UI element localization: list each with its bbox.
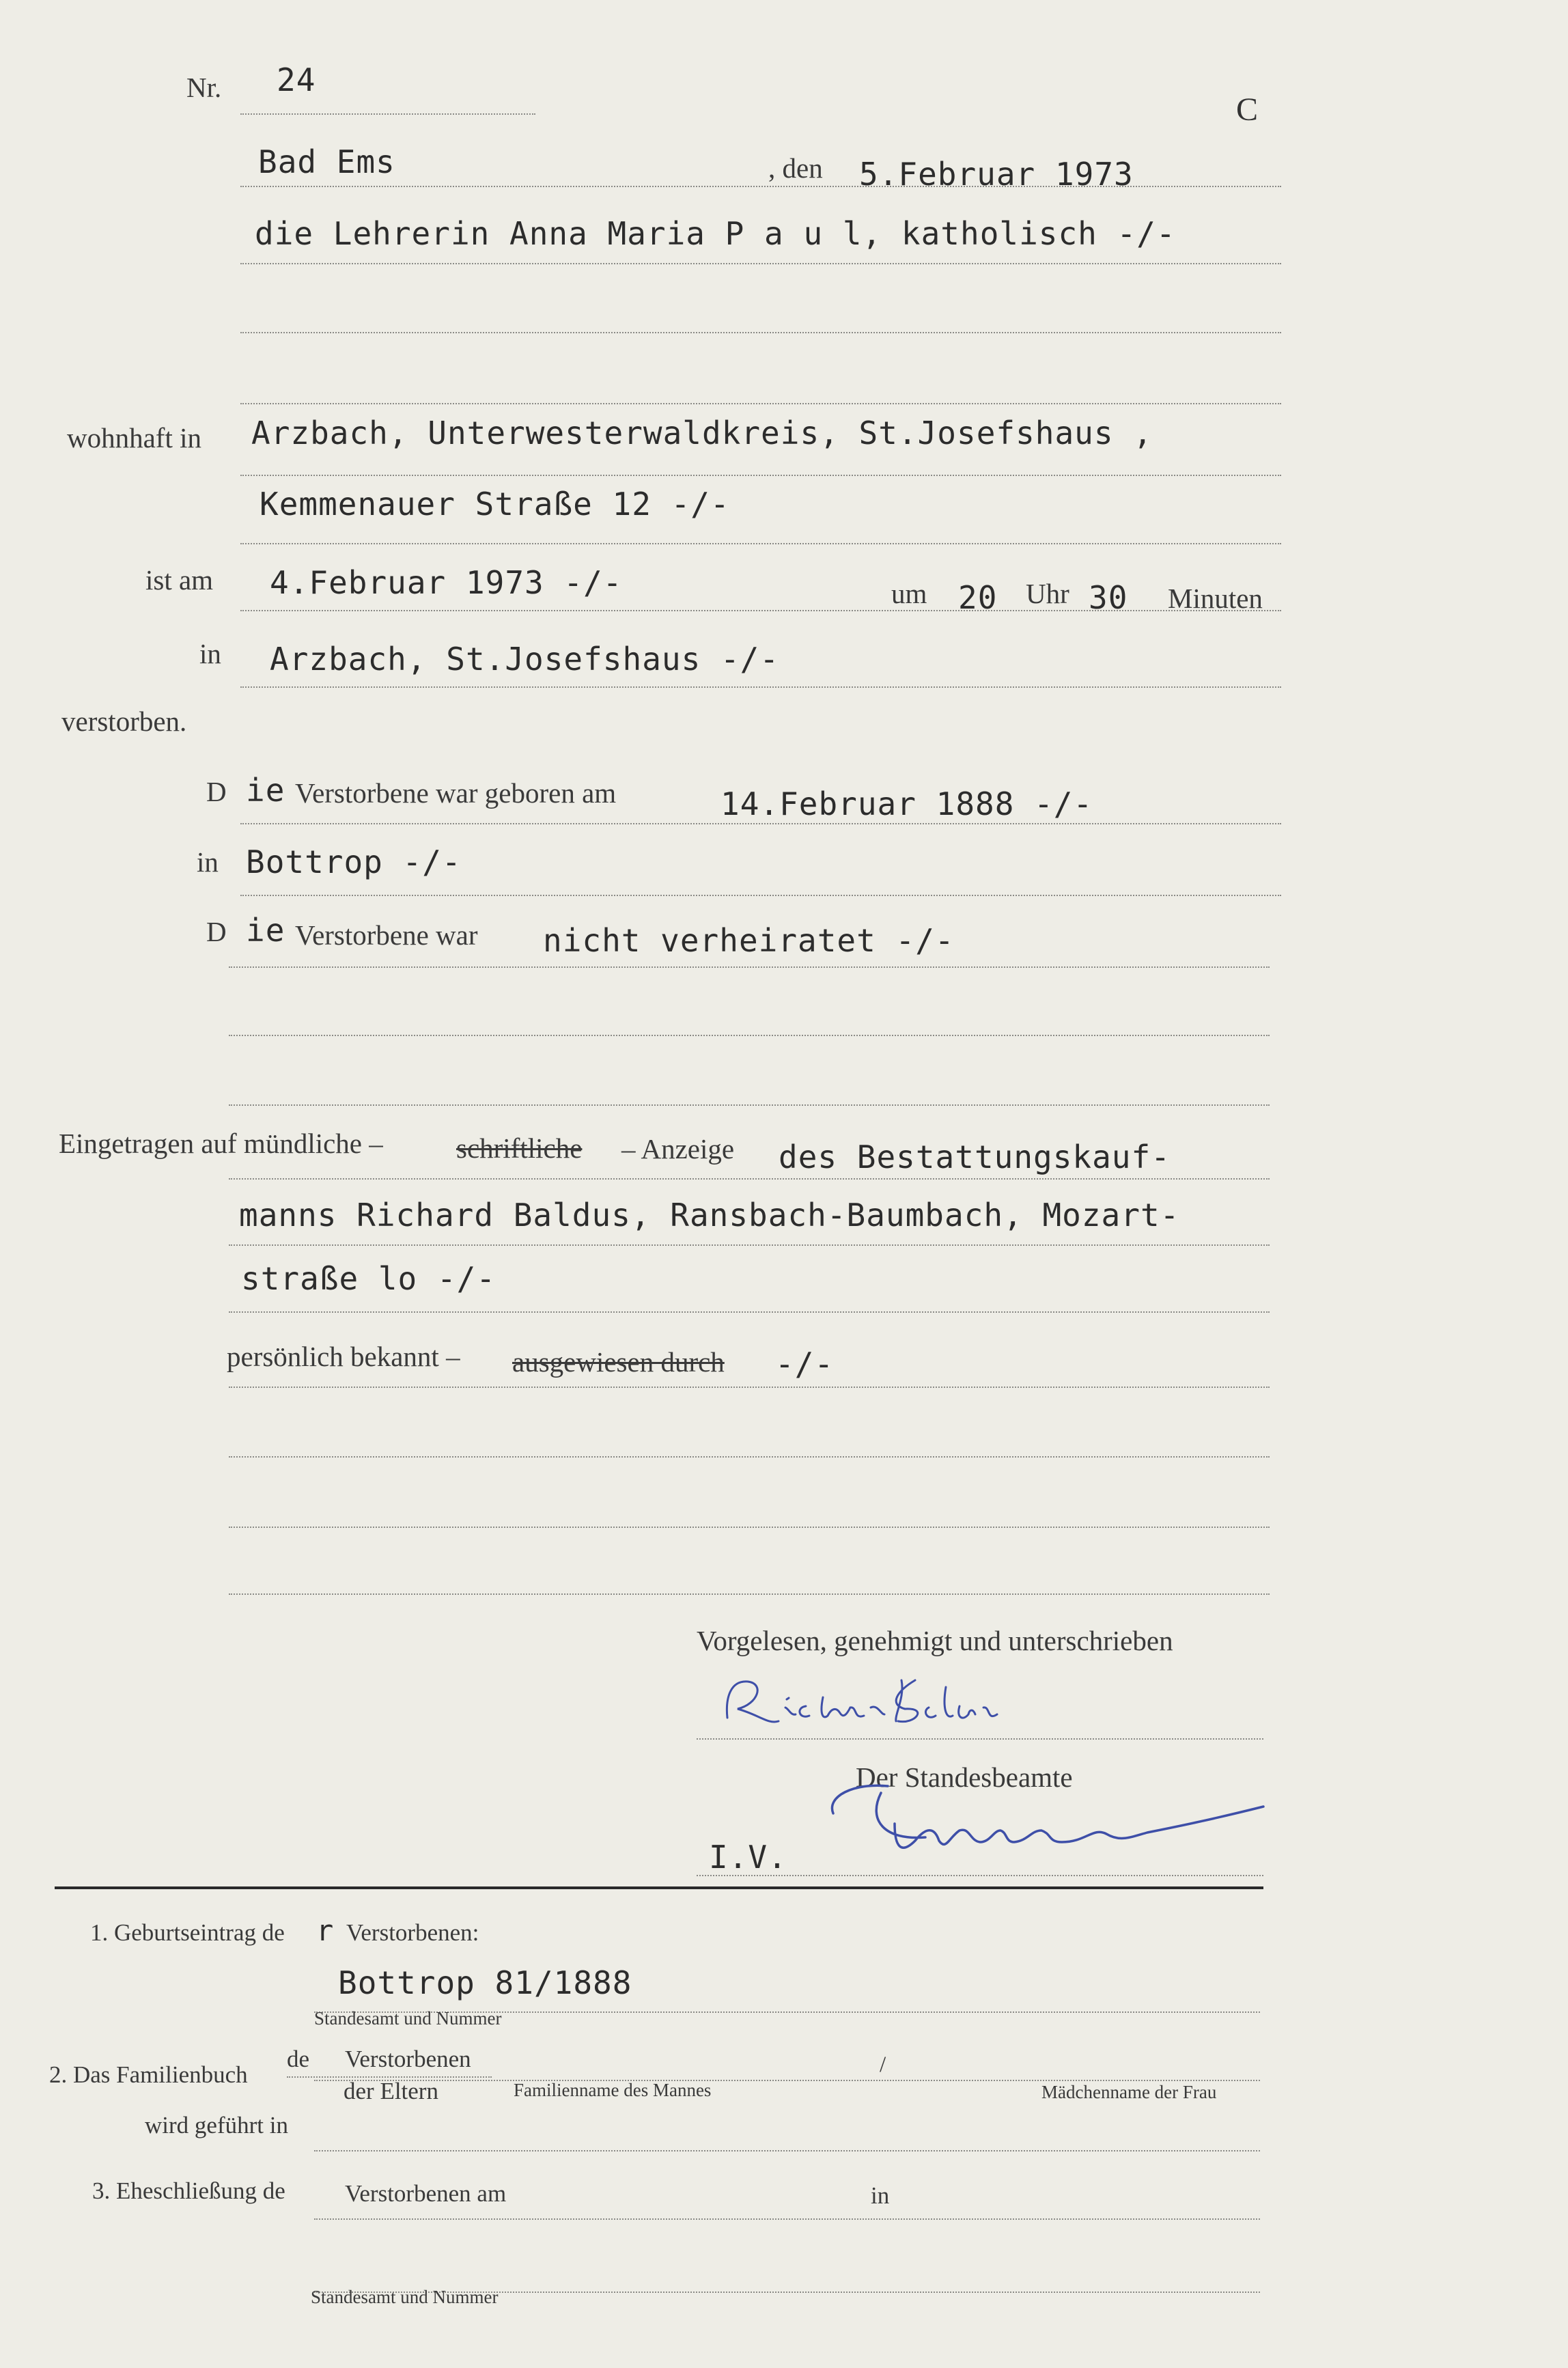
item3-am: Verstorbenen am xyxy=(345,2180,507,2207)
verstorben-label: verstorben. xyxy=(61,706,187,737)
informant-signature xyxy=(710,1667,1243,1742)
death-place-line xyxy=(240,686,1281,688)
blank-line-5 xyxy=(229,1456,1270,1458)
item3-in: in xyxy=(871,2182,890,2209)
eingetragen-label: Eingetragen auf mündliche – xyxy=(59,1128,383,1159)
wohnhaft-label: wohnhaft in xyxy=(67,422,201,454)
item2-wird-line xyxy=(314,2150,1260,2151)
known-value: -/- xyxy=(775,1346,835,1382)
blank-line-3 xyxy=(229,1035,1270,1036)
report-line-1-rule xyxy=(229,1178,1270,1180)
birth-text-label: Verstorbene war geboren am xyxy=(295,777,617,809)
item1-suffix: r xyxy=(316,1914,335,1947)
residence-line-2: Kemmenauer Straße 12 -/- xyxy=(260,486,730,523)
item2-wird: wird geführt in xyxy=(145,2112,288,2139)
ist-am-label: ist am xyxy=(145,564,214,596)
birth-d-label: D xyxy=(206,776,227,807)
marital-d-label: D xyxy=(206,916,227,947)
item2-line xyxy=(314,2080,1260,2081)
registrar-label: Der Standesbeamte xyxy=(856,1761,1073,1793)
item1-label: 1. Geburtseintrag de xyxy=(90,1919,285,1946)
place-of-record: Bad Ems xyxy=(258,143,395,180)
item3-label: 3. Eheschließung de xyxy=(92,2177,285,2204)
report-line-1: des Bestattungskauf- xyxy=(779,1139,1171,1175)
residence-line-1: Arzbach, Unterwesterwaldkreis, St.Josefshaus , xyxy=(251,415,1153,451)
blank-line-4 xyxy=(229,1104,1270,1106)
death-place: Arzbach, St.Josefshaus -/- xyxy=(270,641,780,678)
den-label: , den xyxy=(768,152,823,184)
death-minutes: 30 xyxy=(1089,579,1128,616)
struck-schriftliche: schriftliche xyxy=(456,1132,583,1164)
item2-slash: / xyxy=(880,2052,886,2077)
birth-in-label: in xyxy=(197,846,219,878)
blank-line-1 xyxy=(240,332,1281,333)
marital-text-label: Verstorbene war xyxy=(295,919,478,951)
death-date-line xyxy=(240,610,1281,611)
struck-ausgewiesen: ausgewiesen durch xyxy=(512,1346,725,1378)
corner-mark: C xyxy=(1236,92,1259,128)
section-divider xyxy=(55,1886,1263,1889)
uhr-label: Uhr xyxy=(1026,578,1069,609)
marital-status: nicht verheiratet -/- xyxy=(543,922,955,959)
birth-article: ie xyxy=(246,772,285,809)
item2-eltern: der Eltern xyxy=(344,2078,438,2104)
birth-place: Bottrop -/- xyxy=(246,844,462,880)
informant-signature-line xyxy=(697,1738,1263,1740)
report-line-3-rule xyxy=(229,1311,1270,1313)
residence-line-2-rule xyxy=(240,543,1281,544)
iv-label: I.V. xyxy=(709,1839,787,1876)
birth-register-value: Bottrop 81/1888 xyxy=(338,1964,632,2001)
name-line xyxy=(240,263,1281,264)
marital-line xyxy=(229,966,1270,968)
blank-line-7 xyxy=(229,1593,1270,1595)
item2-de: de xyxy=(287,2046,310,2072)
um-label: um xyxy=(891,578,927,609)
birth-place-line xyxy=(240,895,1281,896)
death-in-label: in xyxy=(199,638,221,669)
deceased-name-line: die Lehrerin Anna Maria P a u l, katholisch -/- xyxy=(255,215,1176,252)
item2-verstorbenen: Verstorbenen xyxy=(345,2046,471,2072)
item3-caption: Standesamt und Nummer xyxy=(311,2287,499,2307)
record-date: 5.Februar 1973 xyxy=(859,156,1134,193)
birth-date-line xyxy=(240,823,1281,824)
death-date: 4.Februar 1973 -/- xyxy=(270,564,623,601)
place-date-line xyxy=(240,186,1281,187)
minuten-label: Minuten xyxy=(1168,583,1263,614)
read-approved-label: Vorgelesen, genehmigt und unterschrieben xyxy=(697,1625,1173,1656)
nr-label: Nr. xyxy=(186,72,222,103)
blank-line-2 xyxy=(240,403,1281,404)
item2-label: 2. Das Familienbuch xyxy=(49,2061,248,2088)
report-line-3: straße lo -/- xyxy=(241,1260,496,1297)
report-line-2-rule xyxy=(229,1244,1270,1246)
known-line xyxy=(229,1387,1270,1388)
registrar-signature-line xyxy=(697,1875,1263,1876)
item1-caption: Standesamt und Nummer xyxy=(314,2008,502,2029)
item1-tail: Verstorbenen: xyxy=(346,1919,479,1946)
nr-line xyxy=(240,113,535,115)
anzeige-label: – Anzeige xyxy=(621,1133,735,1165)
residence-line-1-rule xyxy=(240,475,1281,476)
register-number: 24 xyxy=(277,61,316,98)
registrar-signature xyxy=(826,1766,1277,1875)
death-hour: 20 xyxy=(958,579,998,616)
marital-article: ie xyxy=(246,912,285,949)
item2-frau-caption: Mädchenname der Frau xyxy=(1041,2082,1217,2102)
report-line-2: manns Richard Baldus, Ransbach-Baumbach, Mozart- xyxy=(239,1197,1180,1234)
known-label: persönlich bekannt – xyxy=(227,1341,460,1372)
item3-line xyxy=(314,2218,1260,2220)
blank-line-6 xyxy=(229,1527,1270,1528)
birth-date: 14.Februar 1888 -/- xyxy=(720,785,1093,822)
item2-mann-caption: Familienname des Mannes xyxy=(514,2080,712,2100)
